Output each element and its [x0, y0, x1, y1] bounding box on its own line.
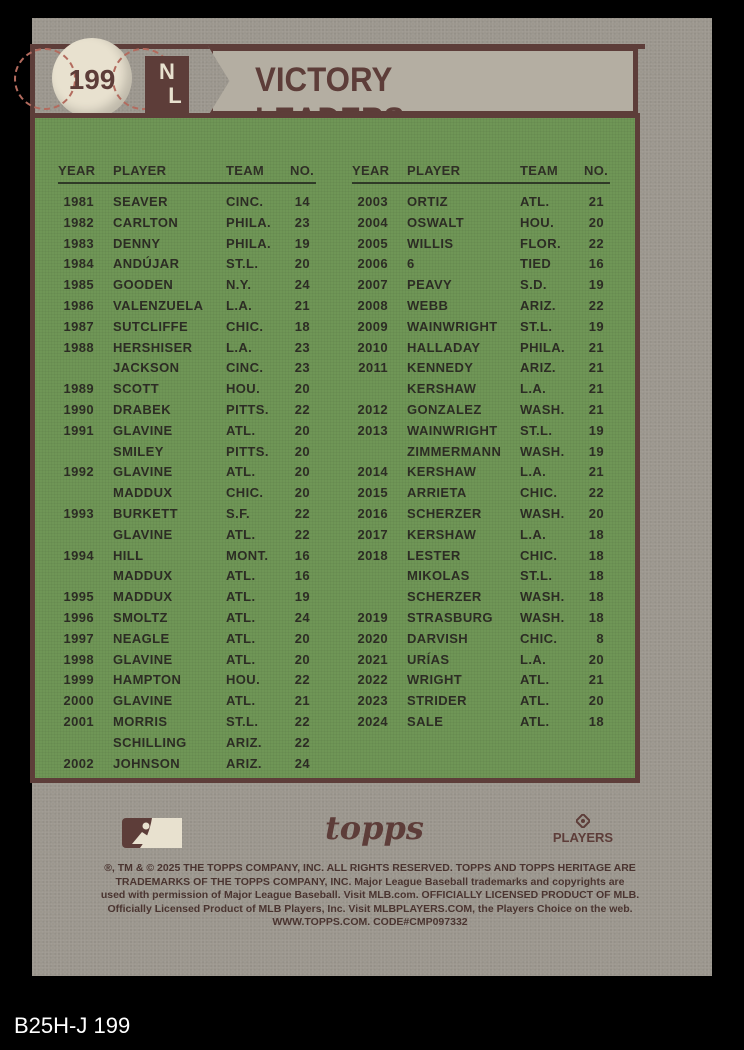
team-cell: ATL.	[226, 609, 256, 625]
table-row	[352, 234, 610, 255]
team-cell: CINC.	[226, 194, 264, 209]
year-cell: 2003	[357, 194, 388, 209]
table-header	[352, 160, 610, 184]
table-row	[352, 712, 610, 733]
table-row	[58, 525, 316, 546]
table-row	[352, 650, 610, 671]
year-cell: 2012	[357, 401, 388, 417]
team-cell: L.A.	[520, 464, 547, 480]
year-cell: 1982	[63, 214, 94, 230]
year-cell: 1986	[63, 297, 94, 313]
wins-cell: 20	[294, 630, 310, 646]
team-cell: WASH.	[520, 443, 565, 459]
table-row	[58, 733, 316, 754]
league-badge	[145, 56, 189, 114]
team-cell: HOU.	[226, 381, 261, 397]
legal-text	[90, 862, 650, 930]
wins-cell: 18	[588, 547, 604, 563]
team-cell: CHIC.	[520, 547, 558, 563]
wins-cell: 22	[294, 526, 310, 542]
year-cell: 2020	[357, 630, 388, 646]
year-cell: 2016	[357, 505, 388, 521]
player-cell: WAINWRIGHT	[407, 422, 498, 438]
table-row	[58, 234, 316, 255]
year-cell: 2019	[357, 609, 388, 625]
player-cell: SCHILLING	[113, 734, 187, 750]
team-cell: PITTS.	[226, 443, 269, 459]
wins-cell: 24	[294, 277, 310, 293]
legal-line: used with permission of Major League Baseball. Visit MLB.com. OFFICIALLY LICENSED PRODUCT OF MLB.	[100, 889, 640, 901]
wins-cell: 20	[294, 651, 310, 667]
player-cell: JOHNSON	[113, 755, 181, 771]
table-row	[58, 192, 316, 213]
table-row	[58, 629, 316, 650]
player-cell: WAINWRIGHT	[407, 318, 498, 334]
team-cell: ATL.	[226, 630, 256, 646]
team-cell: ATL.	[520, 672, 550, 688]
player-cell: NEAGLE	[113, 630, 170, 646]
table-row	[352, 213, 610, 234]
team-cell: S.F.	[226, 505, 250, 521]
player-cell: GONZALEZ	[407, 401, 482, 417]
wins-cell: 20	[588, 693, 604, 709]
wins-cell: 24	[294, 755, 310, 771]
player-cell: DARVISH	[407, 630, 469, 646]
wins-cell: 18	[294, 318, 310, 334]
team-cell: L.A.	[520, 381, 547, 397]
player-cell: MADDUX	[113, 589, 173, 605]
team-cell: ATL.	[226, 526, 256, 542]
player-cell: BURKETT	[113, 505, 178, 521]
wins-cell: 14	[294, 194, 310, 209]
team-cell: ARIZ.	[226, 755, 262, 771]
wins-cell: 21	[588, 672, 604, 688]
wins-cell: 16	[294, 568, 310, 584]
table-row	[58, 608, 316, 629]
wins-cell: 19	[294, 235, 310, 251]
year-cell: 2021	[357, 651, 388, 667]
player-cell: SUTCLIFFE	[113, 318, 189, 334]
player-cell: GLAVINE	[113, 651, 173, 667]
player-cell: WEBB	[407, 297, 449, 313]
year-cell: 1983	[63, 235, 94, 251]
year-cell: 1994	[63, 547, 94, 563]
player-cell: STRASBURG	[407, 609, 493, 625]
player-cell: CARLTON	[113, 214, 179, 230]
wins-cell: 20	[294, 485, 310, 501]
wins-cell: 22	[294, 672, 310, 688]
wins-cell: 21	[588, 381, 604, 397]
table-row	[58, 317, 316, 338]
wins-cell: 22	[588, 235, 604, 251]
team-cell: ATL.	[226, 651, 256, 667]
wins-cell: 18	[588, 526, 604, 542]
table-row	[352, 691, 610, 712]
table-row	[352, 317, 610, 338]
header-year: YEAR	[352, 163, 390, 178]
wins-cell: 19	[294, 589, 310, 605]
table-rows-left	[58, 184, 316, 774]
table-row	[58, 483, 316, 504]
table-row	[352, 546, 610, 567]
team-cell: ATL.	[226, 422, 256, 438]
player-cell: KERSHAW	[407, 381, 477, 397]
wins-cell: 18	[588, 568, 604, 584]
table-row	[352, 358, 610, 379]
wins-cell: 24	[294, 609, 310, 625]
table-row	[58, 338, 316, 359]
player-cell: KENNEDY	[407, 360, 474, 376]
team-cell: L.A.	[520, 526, 547, 542]
wins-cell: 19	[588, 443, 604, 459]
year-cell: 1981	[63, 194, 94, 209]
table-row	[352, 587, 610, 608]
card-number: 199	[68, 64, 116, 95]
player-cell: GLAVINE	[113, 422, 173, 438]
team-cell: CHIC.	[226, 485, 264, 501]
team-cell: WASH.	[520, 589, 565, 605]
player-cell: SCHERZER	[407, 505, 482, 521]
table-row	[58, 442, 316, 463]
table-row	[58, 213, 316, 234]
year-cell: 1989	[63, 381, 94, 397]
header-team: TEAM	[226, 163, 265, 178]
year-cell: 2013	[357, 422, 388, 438]
player-cell: STRIDER	[407, 693, 467, 709]
year-cell: 2009	[357, 318, 388, 334]
mlb-logo-icon	[122, 818, 182, 848]
team-cell: ATL.	[520, 693, 550, 709]
year-cell: 2018	[357, 547, 388, 563]
player-cell: HILL	[113, 547, 144, 563]
team-cell: ATL.	[520, 713, 550, 729]
table-row	[58, 400, 316, 421]
wins-cell: 23	[294, 360, 310, 376]
table-row	[58, 587, 316, 608]
team-cell: TIED	[520, 256, 552, 272]
league-letter-l: L	[168, 83, 182, 108]
team-cell: PHILA.	[226, 235, 272, 251]
year-cell: 1988	[63, 339, 94, 355]
team-cell: ARIZ.	[520, 360, 556, 376]
player-cell: MORRIS	[113, 713, 168, 729]
player-cell: ANDÚJAR	[113, 256, 180, 272]
wins-cell: 18	[588, 713, 604, 729]
year-cell: 2001	[63, 713, 94, 729]
year-cell: 2011	[358, 360, 388, 376]
table-row	[58, 754, 316, 775]
team-cell: L.A.	[226, 297, 253, 313]
table-row	[58, 462, 316, 483]
wins-cell: 18	[588, 589, 604, 605]
year-cell: 1997	[63, 630, 94, 646]
table-row	[352, 192, 610, 213]
sku-label: B25H-J 199	[14, 1013, 131, 1038]
players-diamond-icon	[576, 814, 590, 828]
year-cell: 2008	[357, 297, 388, 313]
player-cell: SALE	[407, 713, 444, 729]
team-cell: ST.L.	[226, 256, 259, 272]
wins-cell: 21	[588, 401, 604, 417]
wins-cell: 18	[588, 609, 604, 625]
team-cell: WASH.	[520, 505, 565, 521]
table-row	[352, 338, 610, 359]
player-cell: DRABEK	[113, 401, 172, 417]
team-cell: WASH.	[520, 609, 565, 625]
team-cell: ST.L.	[520, 568, 553, 584]
player-cell: 6	[407, 256, 415, 272]
wins-cell: 22	[588, 485, 604, 501]
team-cell: PHILA.	[520, 339, 566, 355]
wins-cell: 19	[588, 277, 604, 293]
table-row	[58, 566, 316, 587]
header-no: NO.	[584, 163, 609, 178]
wins-cell: 21	[588, 464, 604, 480]
year-cell: 2017	[357, 526, 388, 542]
team-cell: ATL.	[226, 568, 256, 584]
topps-logo: topps	[325, 809, 424, 847]
header-no: NO.	[290, 163, 315, 178]
player-cell: HAMPTON	[113, 672, 182, 688]
table-row	[352, 400, 610, 421]
team-cell: ATL.	[520, 194, 550, 209]
table-row	[58, 379, 316, 400]
table-row	[352, 670, 610, 691]
table-row	[58, 650, 316, 671]
team-cell: L.A.	[520, 651, 547, 667]
wins-cell: 19	[588, 318, 604, 334]
table-row	[352, 566, 610, 587]
year-cell: 2006	[357, 256, 388, 272]
year-cell: 1990	[63, 401, 94, 417]
year-cell: 1987	[63, 318, 94, 334]
wins-cell: 22	[294, 505, 310, 521]
wins-cell: 20	[588, 651, 604, 667]
team-cell: ST.L.	[520, 422, 553, 438]
player-cell: SEAVER	[113, 194, 168, 209]
player-cell: WRIGHT	[407, 672, 463, 688]
player-cell: ORTIZ	[407, 194, 448, 209]
table-row	[352, 629, 610, 650]
wins-cell: 20	[294, 443, 310, 459]
header-player: PLAYER	[407, 163, 461, 178]
team-cell: WASH.	[520, 401, 565, 417]
table-row	[352, 379, 610, 400]
year-cell: 2007	[357, 277, 388, 293]
table-row	[352, 254, 610, 275]
player-cell: KERSHAW	[407, 464, 477, 480]
player-cell: WILLIS	[407, 235, 454, 251]
legal-line: WWW.TOPPS.COM. CODE#CMP097332	[272, 916, 468, 928]
year-cell: 1985	[63, 277, 94, 293]
wins-cell: 23	[294, 339, 310, 355]
year-cell: 2022	[357, 672, 388, 688]
year-cell: 1995	[63, 589, 94, 605]
year-cell: 2024	[357, 713, 388, 729]
legal-line: Officially Licensed Product of MLB Players, Inc. Visit MLBPLAYERS.COM, the Players Choice on the web.	[107, 902, 633, 915]
player-cell: MADDUX	[113, 568, 173, 584]
table-row	[352, 608, 610, 629]
player-cell: KERSHAW	[407, 526, 477, 542]
player-cell: MIKOLAS	[407, 568, 470, 584]
team-cell: PHILA.	[226, 214, 272, 230]
table-row	[352, 275, 610, 296]
wins-cell: 21	[294, 693, 310, 709]
team-cell: ATL.	[226, 464, 256, 480]
legal-line: ®, TM & © 2025 THE TOPPS COMPANY, INC. ALL RIGHTS RESERVED. TOPPS AND TOPPS HERITAGE ARE	[104, 862, 636, 874]
wins-cell: 8	[596, 630, 604, 646]
table-rows-right	[352, 184, 610, 733]
team-cell: CHIC.	[520, 630, 558, 646]
team-cell: ARIZ.	[226, 734, 262, 750]
wins-cell: 16	[294, 547, 310, 563]
year-cell: 1998	[63, 651, 94, 667]
year-cell: 1993	[63, 505, 94, 521]
wins-cell: 16	[588, 256, 604, 272]
team-cell: CHIC.	[520, 485, 558, 501]
wins-cell: 19	[588, 422, 604, 438]
table-row	[58, 504, 316, 525]
year-cell: 1999	[63, 672, 94, 688]
player-cell: SCOTT	[113, 381, 160, 397]
wins-cell: 23	[294, 214, 310, 230]
player-cell: GLAVINE	[113, 693, 173, 709]
table-row	[352, 504, 610, 525]
table-row	[58, 254, 316, 275]
year-cell: 2010	[357, 339, 388, 355]
table-row	[352, 525, 610, 546]
player-cell: SCHERZER	[407, 589, 482, 605]
team-cell: ATL.	[226, 693, 256, 709]
wins-cell: 21	[588, 339, 604, 355]
player-cell: GLAVINE	[113, 464, 173, 480]
table-row	[352, 421, 610, 442]
table-row	[58, 296, 316, 317]
wins-cell: 20	[294, 422, 310, 438]
table-row	[352, 296, 610, 317]
team-cell: ATL.	[226, 589, 256, 605]
player-cell: SMILEY	[113, 443, 164, 459]
table-row	[58, 546, 316, 567]
year-cell: 2015	[357, 485, 388, 501]
wins-cell: 20	[588, 214, 604, 230]
player-cell: LESTER	[407, 547, 461, 563]
year-cell: 2005	[357, 235, 388, 251]
table-row	[352, 483, 610, 504]
league-letter-n: N	[159, 59, 175, 84]
table-row	[58, 712, 316, 733]
player-cell: HALLADAY	[407, 339, 481, 355]
table-row	[58, 358, 316, 379]
year-cell: 1984	[63, 256, 94, 272]
team-cell: ST.L.	[520, 318, 553, 334]
players-logo-text: PLAYERS	[552, 830, 614, 845]
player-cell: PEAVY	[407, 277, 453, 293]
team-cell: L.A.	[226, 339, 253, 355]
player-cell: VALENZUELA	[113, 297, 204, 313]
table-column-right	[352, 160, 610, 733]
player-cell: URÍAS	[407, 651, 450, 667]
year-cell: 1996	[63, 609, 94, 625]
header-player: PLAYER	[113, 163, 167, 178]
wins-cell: 21	[294, 297, 310, 313]
wins-cell: 20	[294, 464, 310, 480]
table-row	[352, 462, 610, 483]
player-cell: DENNY	[113, 235, 161, 251]
player-cell: OSWALT	[407, 214, 465, 230]
card-title: VICTORY	[255, 61, 392, 99]
wins-cell: 22	[588, 297, 604, 313]
table-row	[58, 275, 316, 296]
year-cell: 2002	[63, 755, 94, 771]
wins-cell: 20	[588, 505, 604, 521]
legal-line: TRADEMARKS OF THE TOPPS COMPANY, INC. Major League Baseball trademarks and copyrights are	[115, 875, 625, 888]
year-cell: 2023	[357, 693, 388, 709]
table-row	[58, 670, 316, 691]
team-cell: MONT.	[226, 547, 269, 563]
team-cell: ARIZ.	[520, 297, 556, 313]
team-cell: HOU.	[226, 672, 261, 688]
team-cell: N.Y.	[226, 277, 252, 293]
player-cell: MADDUX	[113, 485, 173, 501]
header-team: TEAM	[520, 163, 559, 178]
team-cell: CINC.	[226, 360, 264, 376]
team-cell: CHIC.	[226, 318, 264, 334]
team-cell: HOU.	[520, 214, 555, 230]
year-cell: 1992	[63, 464, 94, 480]
year-cell: 1991	[63, 422, 94, 438]
player-cell: HERSHISER	[113, 339, 193, 355]
header-year: YEAR	[58, 163, 96, 178]
player-cell: JACKSON	[113, 360, 180, 376]
year-cell: 2000	[63, 693, 94, 709]
table-header	[58, 160, 316, 184]
wins-cell: 20	[294, 381, 310, 397]
team-cell: ST.L.	[226, 713, 259, 729]
table-row	[58, 691, 316, 712]
wins-cell: 20	[294, 256, 310, 272]
wins-cell: 22	[294, 401, 310, 417]
year-cell: 2014	[357, 464, 388, 480]
wins-cell: 22	[294, 713, 310, 729]
player-cell: SMOLTZ	[113, 609, 168, 625]
team-cell: FLOR.	[520, 235, 561, 251]
player-cell: ZIMMERMANN	[407, 443, 502, 459]
year-cell: 2004	[357, 214, 388, 230]
team-cell: PITTS.	[226, 401, 269, 417]
player-cell: ARRIETA	[407, 485, 467, 501]
wins-cell: 22	[294, 734, 310, 750]
table-column-left	[58, 160, 316, 774]
wins-cell: 21	[588, 360, 604, 376]
table-row	[58, 421, 316, 442]
player-cell: GOODEN	[113, 277, 174, 293]
wins-cell: 21	[588, 194, 604, 209]
players-logo	[538, 814, 628, 850]
team-cell: S.D.	[520, 277, 547, 293]
table-row	[352, 442, 610, 463]
player-cell: GLAVINE	[113, 526, 173, 542]
